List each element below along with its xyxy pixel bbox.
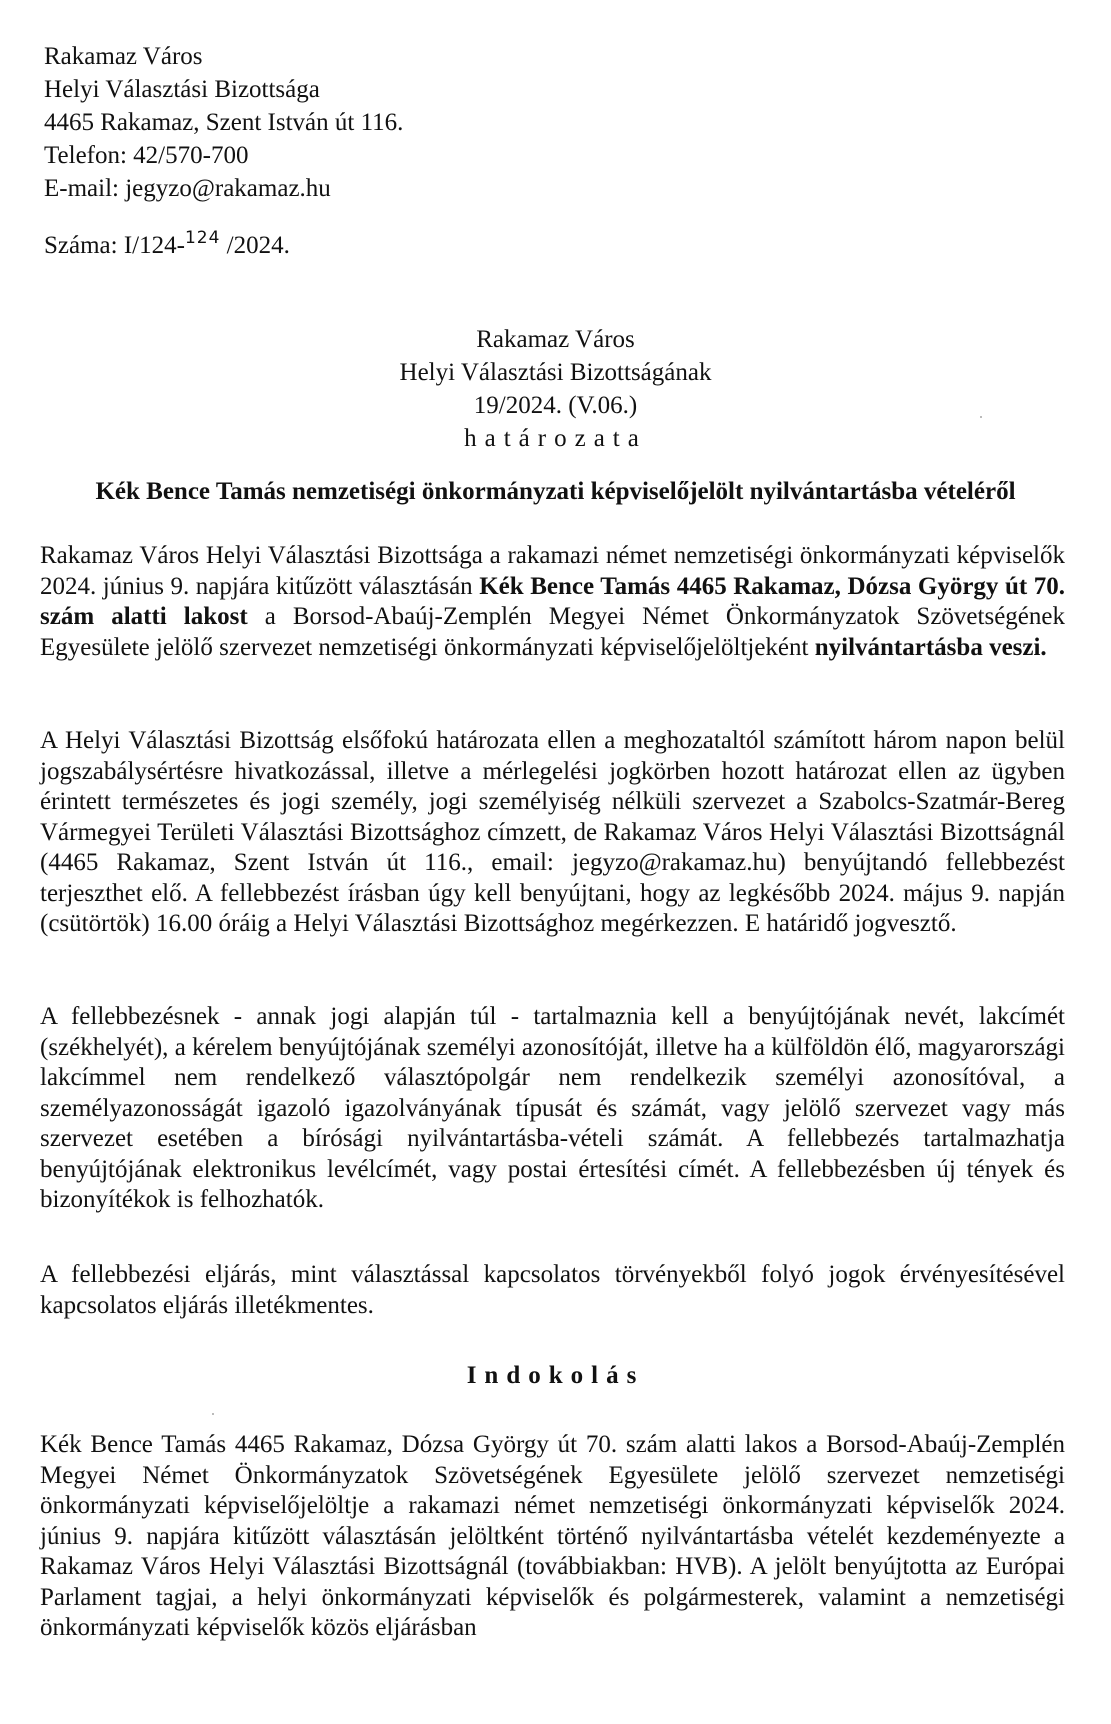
header-office-name: Helyi Választási Bizottsága (44, 76, 320, 103)
scan-speck (980, 416, 982, 418)
header-phone: Telefon: 42/570-700 (44, 142, 249, 169)
resolution-subject: Kék Bence Tamás nemzetiségi önkormányzati képviselőjelölt nyilvántartásba vételéről (95, 478, 1016, 505)
appeal-content-paragraph: A fellebbezésnek - annak jogi alapján túl - tartalmaznia kell a benyújtójának nevét, lakcímét (székhelyét), a kérelem benyújtójának személyi azonosítóját, illetve ha a külföldön élő, magyarországi lakcímmel nem rendelkező választópolgár nem rendelkezik személyi azonosítóval, a személyazonosságát igazoló igazolványának típusát és számát, vagy jelölő szervezet vagy más szervezet esetében a bírósági nyilvántartásba-vételi számát. A fellebbezés tartalmazhatja benyújtójának elektronikus levélcímét, vagy postai értesítési címét. A fellebbezésben új tények és bizonyítékok is felhozhatók. (40, 1003, 1065, 1213)
header-email: E-mail: jegyzo@rakamaz.hu (44, 175, 331, 202)
file-number-prefix: Száma: I/124- (44, 232, 185, 259)
appeal-paragraph: A Helyi Választási Bizottság elsőfokú határozata ellen a meghozataltól számított három napon belül jogszabálysértésre hivatkozással, illetve a mérlegelési jogkörben hozott határozat ellen az ügyben érintett természetes és jogi személy, jogi személyiség nélküli szervezet a Szabolcs-Szatmár-Bereg Vármegyei Területi Választási Bizottsághoz címzett, de Rakamaz Város Helyi Választási Bizottságnál (4465 Rakamaz, Szent István út 116., email: jegyzo@rakamaz.hu) benyújtandó fellebbezést terjeszthet elő. A fellebbezést írásban úgy kell benyújtani, hogy az legkésőbb 2024. május 9. napján (csütörtök) 16.00 óráig a Helyi Választási Bizottsághoz megérkezzen. E határidő jogvesztő. (40, 727, 1065, 937)
decision-paragraph (40, 541, 1065, 663)
scan-speck (212, 1413, 214, 1415)
title-resolution-number: 19/2024. (V.06.) (473, 392, 638, 419)
title-committee: Helyi Választási Bizottságának (399, 359, 712, 386)
decision-registers-bold: nyilvántartásba veszi. (814, 633, 1047, 661)
fee-paragraph: A fellebbezési eljárás, mint választással kapcsolatos törvényekből folyó jogok érvényesítésével kapcsolatos eljárás illetékmentes. (40, 1261, 1065, 1319)
decision-candidate-bold: Kék Bence Tamás 4465 Rakamaz, Dózsa György út 70. szám alatti lakost (40, 572, 1066, 630)
sender-header (44, 40, 403, 205)
file-number (44, 228, 290, 260)
reasoning-heading: Indokolás (466, 1362, 645, 1389)
title-resolution-word: határozata (464, 425, 647, 452)
handwritten-number: 124 (184, 228, 221, 248)
header-office-city: Rakamaz Város (44, 43, 203, 70)
decision-text-2: a Borsod-Abaúj-Zemplén Megyei Német Önkormányzatok Szövetségének Egyesülete jelölő szervezet nemzetiségi önkormányzati képviselőjelöltjeként (40, 603, 1065, 661)
header-address: 4465 Rakamaz, Szent István út 116. (44, 109, 404, 136)
decision-text-1: Rakamaz Város Helyi Választási Bizottsága a rakamazi német nemzetiségi önkormányzati képviselők 2024. június 9. napjára kitűzött választásán (40, 542, 1065, 600)
file-number-suffix: /2024. (220, 232, 290, 259)
title-city: Rakamaz Város (476, 326, 635, 353)
reasoning-paragraph: Kék Bence Tamás 4465 Rakamaz, Dózsa György út 70. szám alatti lakos a Borsod-Abaúj-Zemplén Megyei Német Önkormányzatok Szövetségének Egyesülete jelölő szervezet nemzetiségi önkormányzati képviselőjelöltje a rakamazi német nemzetiségi önkormányzati képviselők 2024. június 9. napjára kitűzött választásán jelöltként történő nyilvántartásba vételét kezdeményezte a Rakamaz Város Helyi Választási Bizottságnál (továbbiakban: HVB). A jelölt benyújtotta az Európai Parlament tagjai, a helyi önkormányzati képviselők és polgármesterek, valamint a nemzetiségi önkormányzati képviselők közös eljárásban (40, 1431, 1065, 1641)
resolution-title (0, 323, 1111, 455)
